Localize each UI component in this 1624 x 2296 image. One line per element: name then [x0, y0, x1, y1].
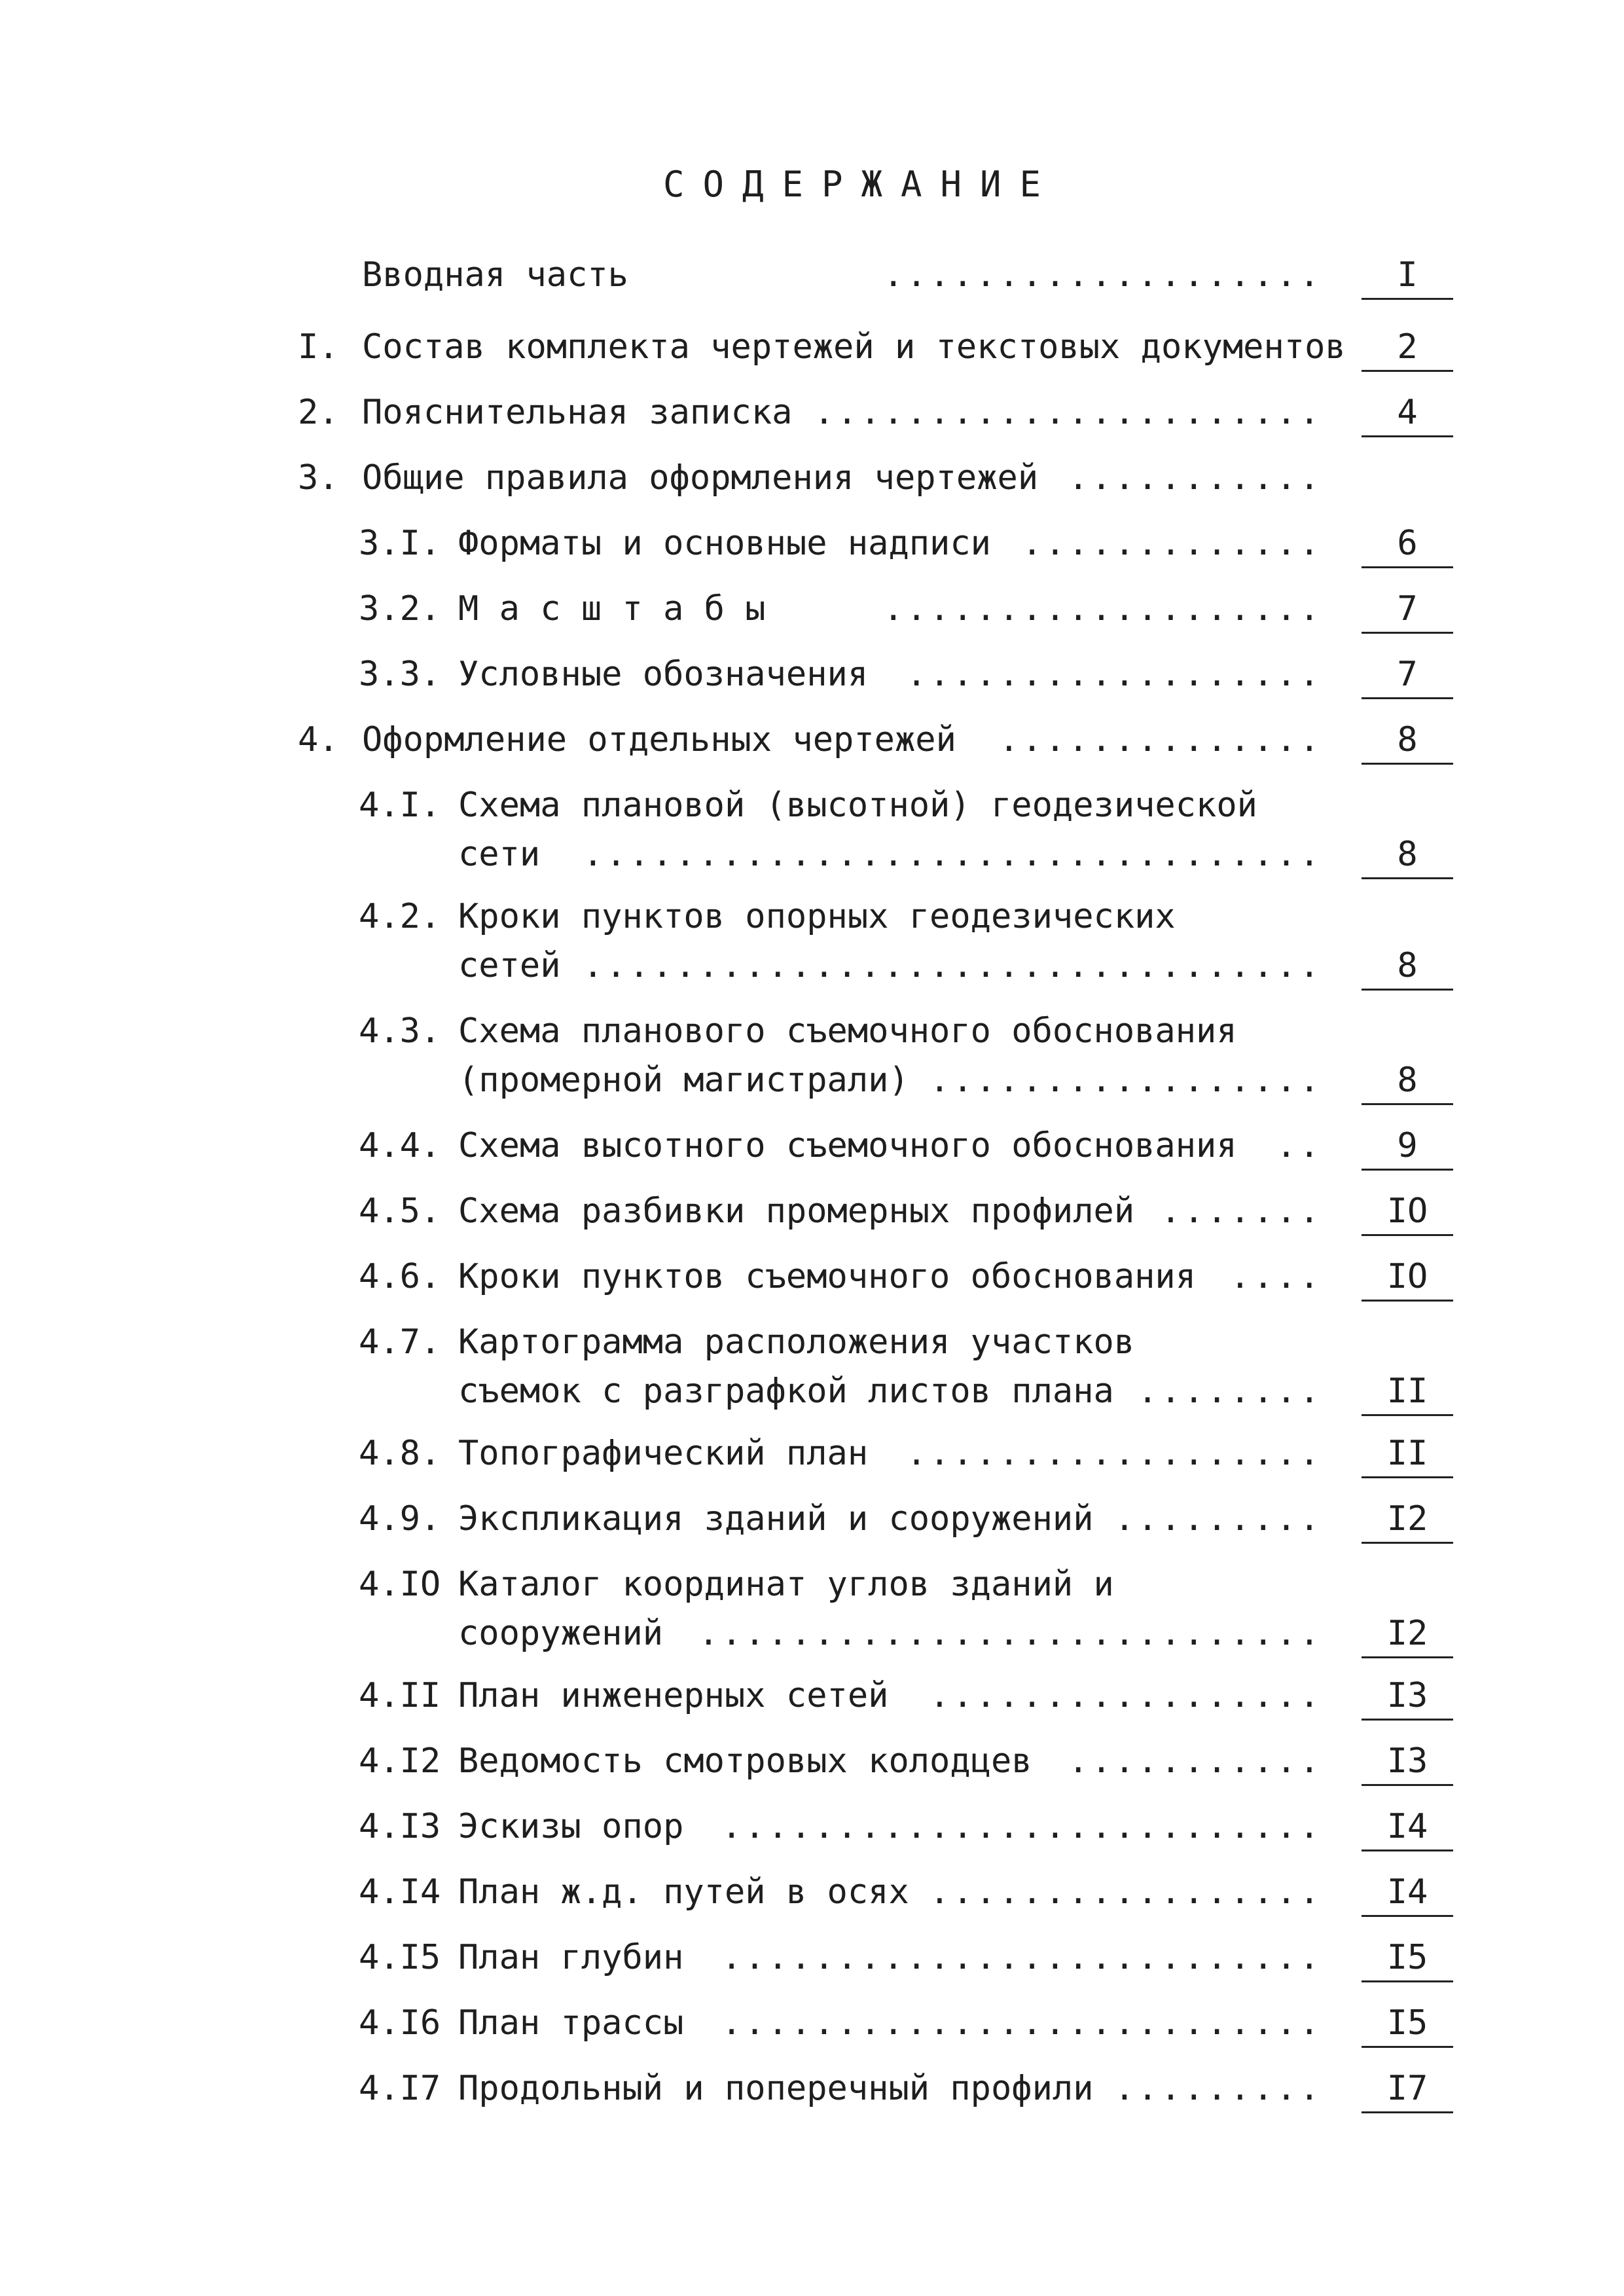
dot-leader: ......................: [814, 393, 1322, 432]
toc-entry: [0, 1254, 1624, 1300]
dot-leader: .........: [1114, 1499, 1322, 1539]
toc-entry: [0, 2000, 1624, 2046]
toc-entry-title: Экспликация зданий и сооружений: [458, 1499, 1094, 1539]
toc-entry-title: Топографический план: [458, 1434, 869, 1473]
toc-page-number: 9: [1362, 1123, 1453, 1171]
dot-leader: ..................: [906, 655, 1322, 694]
toc-entry-continuation: [0, 943, 1624, 989]
toc-entry: [0, 1935, 1624, 1980]
toc-entry-title: Вводная часть: [362, 255, 628, 295]
toc-entry-number: 4.8.: [359, 1434, 441, 1473]
toc-entry-title: Схема плановой (высотной) геодезической: [458, 786, 1257, 825]
toc-page-number: 8: [1362, 717, 1453, 765]
toc-entry: [0, 586, 1624, 632]
toc-entry-title: План ж.д. путей в осях: [458, 1872, 909, 1912]
toc-entry: [0, 520, 1624, 566]
dot-leader: .................: [929, 1872, 1322, 1912]
toc-entry-title-continued: (промерной магистрали): [458, 1061, 909, 1100]
toc-entry: [0, 651, 1624, 697]
toc-entry-number: 4.6.: [359, 1257, 441, 1296]
toc-entry-number: 2.: [298, 393, 339, 432]
dot-leader: .................: [929, 1676, 1322, 1715]
toc-entry-title: План трассы: [458, 2003, 684, 2043]
toc-page-number: I7: [1362, 2066, 1453, 2113]
toc-entry-title: Схема планового съемочного обоснования: [458, 1011, 1237, 1051]
toc-entry-number: 4.I6: [359, 2003, 441, 2043]
toc-entry-number: 4.IO: [359, 1565, 441, 1604]
toc-page-number: I2: [1362, 1611, 1453, 1658]
toc-page-number: 7: [1362, 586, 1453, 634]
toc-entry-number: 4.I7: [359, 2069, 441, 2108]
toc-page-number: 6: [1362, 520, 1453, 568]
toc-page-number: 8: [1362, 1057, 1453, 1105]
toc-entry: [0, 894, 1624, 939]
dot-leader: ...........: [1068, 458, 1322, 498]
toc-page-number: I5: [1362, 2000, 1453, 2048]
toc-entry-title: Продольный и поперечный профили: [458, 2069, 1094, 2108]
dot-leader: ...........................: [698, 1614, 1322, 1653]
dot-leader: .................: [929, 1061, 1322, 1100]
toc-entry-number: 4.4.: [359, 1126, 441, 1165]
toc-page-number: 8: [1362, 831, 1453, 879]
dot-leader: .............: [1022, 524, 1322, 563]
toc-page-number: I4: [1362, 1804, 1453, 1851]
toc-entry: [0, 1561, 1624, 1607]
toc-entry-number: 4.9.: [359, 1499, 441, 1539]
toc-entry-title: Ведомость смотровых колодцев: [458, 1741, 1032, 1781]
dot-leader: ...........: [1068, 1741, 1322, 1781]
dot-leader: ..: [1276, 1126, 1322, 1165]
toc-entry-title-continued: сооружений: [458, 1614, 664, 1653]
toc-entry-number: 4.II: [359, 1676, 441, 1715]
toc-page-number: 8: [1362, 943, 1453, 991]
toc-entry: [0, 1869, 1624, 1915]
toc-entry-number: 4.I5: [359, 1938, 441, 1977]
toc-entry: [0, 1123, 1624, 1169]
toc-page-number: 4: [1362, 390, 1453, 437]
toc-entry-title: Эскизы опор: [458, 1807, 684, 1846]
toc-entry-title: Состав комплекта чертежей и текстовых документов: [362, 327, 1346, 367]
toc-entry: [0, 1804, 1624, 1850]
toc-entry: [0, 455, 1624, 501]
toc-entry: [0, 2066, 1624, 2111]
toc-entry-title: М а с ш т а б ы: [458, 589, 766, 629]
toc-page-number: I5: [1362, 1935, 1453, 1982]
toc-entry-title-continued: съемок с разграфкой листов плана: [458, 1372, 1114, 1411]
dot-leader: ..................: [906, 1434, 1322, 1473]
dot-leader: ..........................: [721, 2003, 1322, 2043]
toc-entry-title-continued: сетей: [458, 946, 561, 985]
toc-entry-number: 4.I3: [359, 1807, 441, 1846]
toc-entry-number: 4.3.: [359, 1011, 441, 1051]
toc-page-number: I4: [1362, 1869, 1453, 1917]
dot-leader: ....: [1229, 1257, 1322, 1296]
toc-entry-title: Кроки пунктов съемочного обоснования: [458, 1257, 1197, 1296]
toc-page-number: II: [1362, 1368, 1453, 1416]
toc-entry: [0, 1008, 1624, 1054]
toc-entry-title: Каталог координат углов зданий и: [458, 1565, 1114, 1604]
toc-page-number: I2: [1362, 1496, 1453, 1544]
toc-entry: [0, 1673, 1624, 1719]
dot-leader: .......: [1160, 1192, 1322, 1231]
toc-entry-number: 4.7.: [359, 1322, 441, 1362]
toc-entry-title: Оформление отдельных чертежей: [362, 720, 956, 759]
toc-page-number: I3: [1362, 1738, 1453, 1786]
toc-page-number: II: [1362, 1430, 1453, 1478]
toc-entry-title: План инженерных сетей: [458, 1676, 889, 1715]
toc-entry-title: Картограмма расположения участков: [458, 1322, 1135, 1362]
toc-entry-number: 3.: [298, 458, 339, 498]
toc-entry: [0, 782, 1624, 828]
toc-page-number: IO: [1362, 1188, 1453, 1236]
dot-leader: ................................: [583, 835, 1322, 874]
toc-entry-number: 3.I.: [359, 524, 441, 563]
toc-entry: [0, 1319, 1624, 1365]
toc-entry: [0, 1738, 1624, 1784]
toc-entry-title: План глубин: [458, 1938, 684, 1977]
toc-entry-title: Схема разбивки промерных профилей: [458, 1192, 1135, 1231]
toc-entry-number: 4.I2: [359, 1741, 441, 1781]
dot-leader: ...................: [883, 255, 1322, 295]
toc-entry-continuation: [0, 831, 1624, 877]
dot-leader: ..........................: [721, 1938, 1322, 1977]
toc-entry: [0, 717, 1624, 763]
toc-entry-title: Общие правила оформления чертежей: [362, 458, 1039, 498]
toc-page-number: 2: [1362, 324, 1453, 372]
toc-page-number: I: [1362, 252, 1453, 300]
toc-entry-number: 4.5.: [359, 1192, 441, 1231]
toc-entry-number: 4.: [298, 720, 339, 759]
dot-leader: ...................: [883, 589, 1322, 629]
toc-entry: [0, 1496, 1624, 1542]
toc-entry: [0, 324, 1624, 370]
toc-entry-title: Условные обозначения: [458, 655, 869, 694]
page-title: СОДЕРЖАНИЕ: [662, 164, 1060, 205]
dot-leader: ................................: [583, 946, 1322, 985]
toc-entry: [0, 252, 1624, 298]
toc-entry-number: 4.I.: [359, 786, 441, 825]
toc-entry: [0, 390, 1624, 435]
dot-leader: ........: [1137, 1372, 1322, 1411]
dot-leader: .........: [1114, 2069, 1322, 2108]
toc-entry-continuation: [0, 1368, 1624, 1414]
toc-entry-title: Пояснительная записка: [362, 393, 793, 432]
toc-page-number: I3: [1362, 1673, 1453, 1721]
toc-entry-number: 4.2.: [359, 897, 441, 936]
dot-leader: ..........................: [721, 1807, 1322, 1846]
toc-entry-title: Кроки пунктов опорных геодезических: [458, 897, 1176, 936]
toc-entry: [0, 1430, 1624, 1476]
toc-entry-number: 4.I4: [359, 1872, 441, 1912]
toc-entry-title: Форматы и основные надписи: [458, 524, 991, 563]
toc-entry-continuation: [0, 1611, 1624, 1656]
toc-entry-title-continued: сети: [458, 835, 541, 874]
toc-entry-continuation: [0, 1057, 1624, 1103]
toc-page-number: IO: [1362, 1254, 1453, 1302]
toc-entry: [0, 1188, 1624, 1234]
toc-entry-number: 3.2.: [359, 589, 441, 629]
toc-entry-number: 3.3.: [359, 655, 441, 694]
toc-page-number: 7: [1362, 651, 1453, 699]
toc-entry-number: I.: [298, 327, 339, 367]
toc-entry-title: Схема высотного съемочного обоснования: [458, 1126, 1237, 1165]
dot-leader: ..............: [998, 720, 1322, 759]
